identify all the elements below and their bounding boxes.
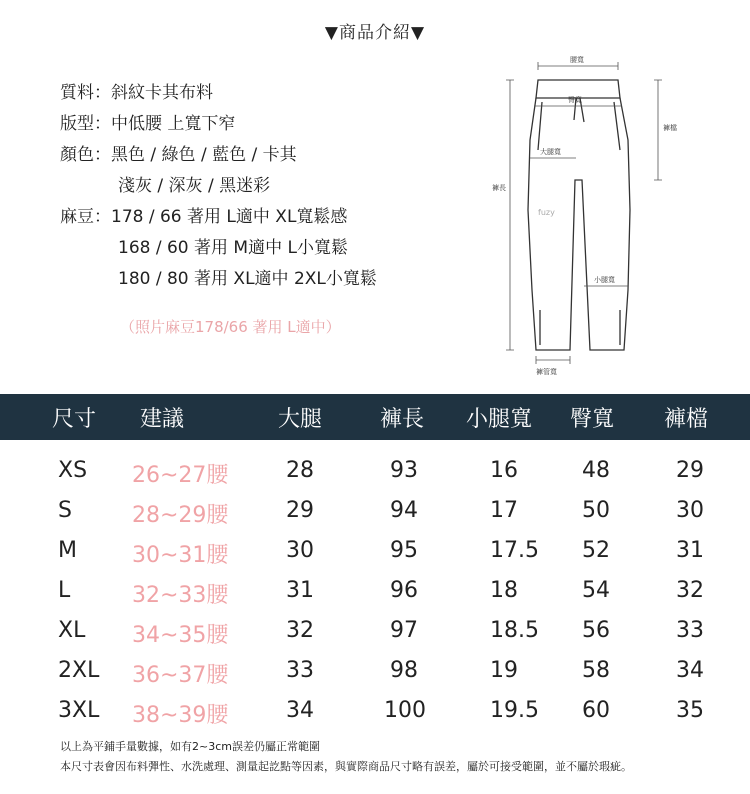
footnote-1: 以上為平鋪手量數據，如有2~3cm誤差仍屬正常範圍 <box>60 740 320 753</box>
cell-length: 94 <box>390 498 418 523</box>
rise-label: 褲檔 <box>663 124 677 132</box>
cell-calf: 18 <box>490 578 518 603</box>
cell-rise: 32 <box>676 578 704 603</box>
product-info <box>60 78 377 295</box>
model-label: 麻豆： <box>60 207 111 227</box>
cell-calf: 18.5 <box>490 618 539 643</box>
model-row-2 <box>60 233 377 264</box>
cell-thigh: 34 <box>286 698 314 723</box>
cell-size: 2XL <box>58 658 100 683</box>
cell-thigh: 33 <box>286 658 314 683</box>
cell-thigh: 30 <box>286 538 314 563</box>
header-length: 褲長 <box>380 407 425 432</box>
size-table-header <box>0 394 750 440</box>
hem-label: 褲管寬 <box>536 368 557 376</box>
color-label: 顏色： <box>60 145 111 165</box>
model-1: 178 / 66 著用 L適中 XL寬鬆感 <box>111 207 348 227</box>
cell-suggest: 32~33腰 <box>132 583 229 608</box>
model-row-3 <box>60 264 377 295</box>
cell-suggest: 36~37腰 <box>132 663 229 688</box>
cell-size: M <box>58 538 77 563</box>
cell-hip: 58 <box>582 658 610 683</box>
section-title: ▼商品介紹▼ <box>324 23 426 43</box>
cell-length: 93 <box>390 458 418 483</box>
table-row <box>0 690 750 730</box>
thigh-label: 大腿寬 <box>540 148 561 156</box>
cell-thigh: 29 <box>286 498 314 523</box>
cell-length: 95 <box>390 538 418 563</box>
color-value-1: 黑色 / 綠色 / 藍色 / 卡其 <box>111 145 297 165</box>
cell-thigh: 31 <box>286 578 314 603</box>
header-rise: 褲檔 <box>664 407 709 432</box>
cell-length: 97 <box>390 618 418 643</box>
cell-size: XL <box>58 618 86 643</box>
cell-size: L <box>58 578 71 603</box>
cell-calf: 19.5 <box>490 698 539 723</box>
cell-hip: 52 <box>582 538 610 563</box>
material-value: 斜紋卡其布料 <box>111 83 213 103</box>
cell-thigh: 32 <box>286 618 314 643</box>
table-row <box>0 610 750 650</box>
color-row-2 <box>60 171 377 202</box>
fit-label: 版型： <box>60 114 111 134</box>
header-hip: 臀寬 <box>570 407 615 432</box>
header-calf: 小腿寬 <box>466 407 533 432</box>
cell-size: S <box>58 498 72 523</box>
cell-suggest: 26~27腰 <box>132 463 229 488</box>
cell-suggest: 34~35腰 <box>132 623 229 648</box>
cell-length: 100 <box>384 698 426 723</box>
cell-rise: 30 <box>676 498 704 523</box>
model-row <box>60 202 377 233</box>
header-size: 尺寸 <box>52 407 97 432</box>
cell-suggest: 30~31腰 <box>132 543 229 568</box>
material-label: 質料： <box>60 83 111 103</box>
footnote-2: 本尺寸表會因布料彈性、水洗處理、測量起訖點等因素，與實際商品尺寸略有誤差，屬於可接受範圍，並不屬於瑕疵。 <box>60 760 632 773</box>
table-row <box>0 570 750 610</box>
cell-length: 96 <box>390 578 418 603</box>
table-row <box>0 490 750 530</box>
header-thigh: 大腿 <box>278 407 323 432</box>
hip-label: 臀寬 <box>568 96 582 104</box>
color-value-2: 淺灰 / 深灰 / 黑迷彩 <box>118 176 271 196</box>
table-row <box>0 650 750 690</box>
fit-row <box>60 109 377 140</box>
cell-size: XS <box>58 458 88 483</box>
cell-calf: 17.5 <box>490 538 539 563</box>
length-label: 褲長 <box>492 184 506 192</box>
photo-note: （照片麻豆178/66 著用 L適中） <box>120 318 341 336</box>
cell-suggest: 28~29腰 <box>132 503 229 528</box>
fit-value: 中低腰 上寬下窄 <box>111 114 236 134</box>
cell-calf: 17 <box>490 498 518 523</box>
cell-hip: 60 <box>582 698 610 723</box>
size-table <box>0 450 750 730</box>
material-row <box>60 78 377 109</box>
cell-hip: 54 <box>582 578 610 603</box>
cell-thigh: 28 <box>286 458 314 483</box>
cell-hip: 50 <box>582 498 610 523</box>
cell-rise: 31 <box>676 538 704 563</box>
cell-suggest: 38~39腰 <box>132 703 229 728</box>
cell-hip: 48 <box>582 458 610 483</box>
header-suggest: 建議 <box>140 407 185 432</box>
cell-size: 3XL <box>58 698 100 723</box>
cell-rise: 34 <box>676 658 704 683</box>
calf-label: 小腿寬 <box>594 276 615 284</box>
table-row <box>0 450 750 490</box>
cell-rise: 33 <box>676 618 704 643</box>
model-3: 180 / 80 著用 XL適中 2XL小寬鬆 <box>118 269 377 289</box>
cell-rise: 35 <box>676 698 704 723</box>
color-row <box>60 140 377 171</box>
pants-diagram <box>480 40 680 380</box>
cell-length: 98 <box>390 658 418 683</box>
cell-rise: 29 <box>676 458 704 483</box>
cell-calf: 19 <box>490 658 518 683</box>
brand-mark: fuzy <box>538 208 555 217</box>
model-2: 168 / 60 著用 M適中 L小寬鬆 <box>118 238 348 258</box>
cell-calf: 16 <box>490 458 518 483</box>
waist-label: 腰寬 <box>570 56 584 64</box>
table-row <box>0 530 750 570</box>
cell-hip: 56 <box>582 618 610 643</box>
